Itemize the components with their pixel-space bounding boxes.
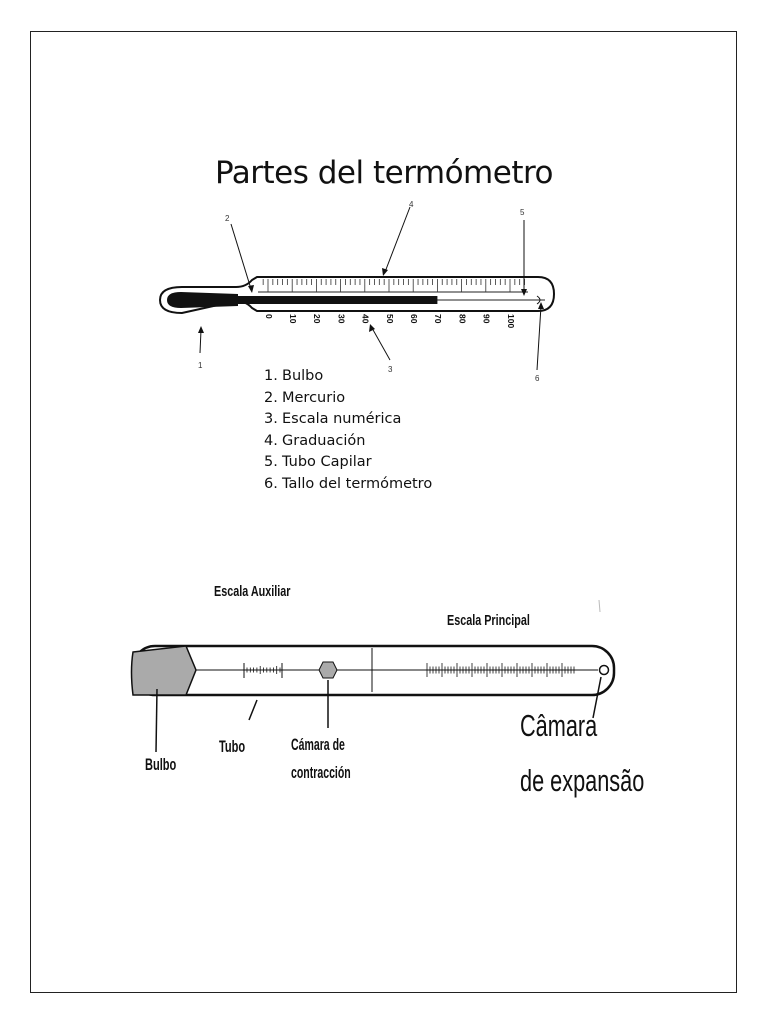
- leader-tube: [249, 700, 257, 720]
- callout-5: 5: [520, 208, 525, 217]
- list-item: 5. Tubo Capilar: [264, 454, 372, 471]
- stray-mark: [599, 600, 600, 612]
- contraction-label-1: Cámara de: [291, 735, 345, 754]
- scale-number: 40: [360, 314, 371, 324]
- numeric-scale: [264, 314, 516, 328]
- bulb-2: [132, 646, 197, 695]
- scale-number: 50: [384, 314, 395, 324]
- scale-number: 90: [481, 314, 492, 324]
- list-item: 2. Mercurio: [264, 389, 346, 406]
- arrow-4: [382, 268, 388, 276]
- mercury-column: [238, 296, 437, 304]
- scale-number: 100: [505, 314, 516, 329]
- tube-label: Tubo: [219, 737, 246, 756]
- list-item: 3. Escala numérica: [264, 411, 402, 428]
- contraction-label-2: contracción: [291, 763, 351, 782]
- bulb-fill: [167, 292, 238, 308]
- scale-number: 10: [287, 314, 298, 324]
- callout-3: 3: [388, 365, 393, 374]
- list-item: 1. Bulbo: [264, 368, 324, 384]
- callout-2: 2: [225, 214, 230, 223]
- leader-6: [537, 306, 541, 370]
- contraction-chamber: [319, 662, 337, 678]
- scale-number: 60: [408, 314, 419, 324]
- list-item: 4. Graduación: [264, 432, 366, 449]
- aux-scale-label: Escala Auxiliar: [214, 583, 291, 600]
- thermometer-1: [160, 200, 554, 383]
- callout-4: 4: [409, 200, 414, 209]
- callout-1: 1: [198, 361, 203, 370]
- parts-list: [264, 366, 432, 496]
- expansion-label-1: Câmara: [520, 708, 598, 743]
- scale-number: 30: [336, 314, 347, 324]
- scale-number: 70: [433, 314, 444, 324]
- leader-bulb: [156, 689, 157, 752]
- scale-number: 80: [457, 314, 468, 324]
- page-title: Partes del termómetro: [214, 155, 554, 191]
- leader-4: [385, 207, 410, 272]
- leader-3: [372, 328, 390, 360]
- arrow-1: [198, 326, 204, 333]
- scale-number: 20: [312, 314, 323, 324]
- leader-2: [231, 224, 251, 289]
- list-item: 6. Tallo del termómetro: [264, 475, 433, 492]
- expansion-label-2: de expansão: [520, 763, 645, 798]
- main-scale-label: Escala Principal: [447, 612, 530, 629]
- scale-number: 0: [263, 314, 274, 319]
- leader-1: [200, 330, 201, 353]
- expansion-chamber: [600, 666, 609, 675]
- callout-6: 6: [535, 374, 540, 383]
- bulb-label: Bulbo: [145, 755, 177, 774]
